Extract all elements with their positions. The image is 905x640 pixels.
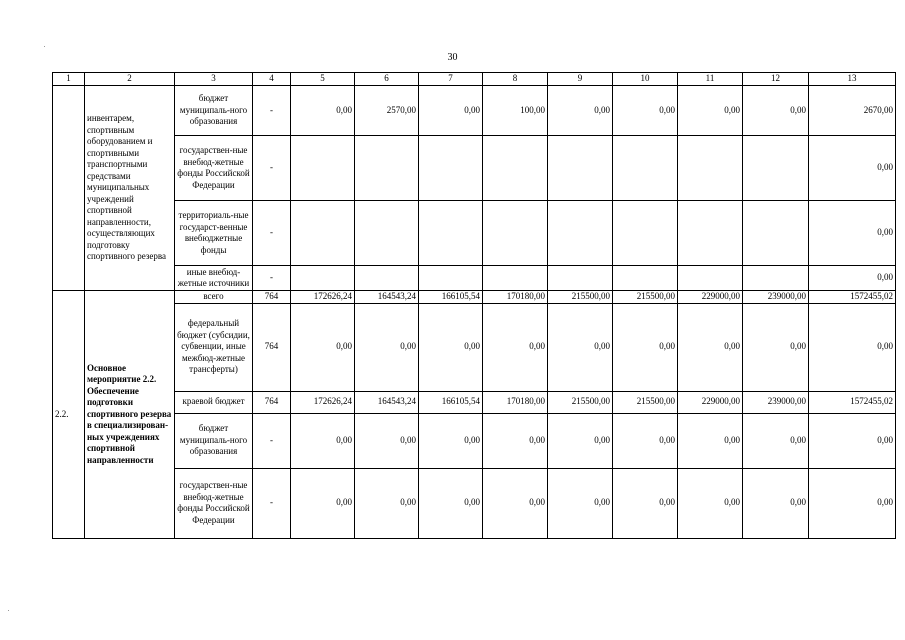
amount-cell: 215500,00 xyxy=(613,291,678,304)
amount-cell: 229000,00 xyxy=(678,391,743,413)
amount-cell: 0,00 xyxy=(355,468,419,538)
amount-cell: 0,00 xyxy=(548,303,613,391)
amount-cell: 2570,00 xyxy=(355,86,419,136)
column-header: 9 xyxy=(548,73,613,86)
table-row xyxy=(53,413,896,468)
funding-source: краевой бюджет xyxy=(175,391,253,413)
column-header: 6 xyxy=(355,73,419,86)
amount-cell: 0,00 xyxy=(483,303,548,391)
budget-code: - xyxy=(253,266,291,291)
amount-cell xyxy=(291,201,355,266)
amount-cell xyxy=(743,201,809,266)
column-header: 4 xyxy=(253,73,291,86)
amount-cell xyxy=(743,266,809,291)
amount-cell: 172626,24 xyxy=(291,391,355,413)
amount-cell: 0,00 xyxy=(419,413,483,468)
amount-cell: 215500,00 xyxy=(548,291,613,304)
amount-cell: 0,00 xyxy=(291,468,355,538)
table-row xyxy=(53,291,896,304)
page-number: 30 xyxy=(447,52,458,63)
amount-cell: 170180,00 xyxy=(483,291,548,304)
amount-cell: 0,00 xyxy=(419,303,483,391)
amount-cell: 0,00 xyxy=(743,413,809,468)
amount-cell: 0,00 xyxy=(613,468,678,538)
column-header: 3 xyxy=(175,73,253,86)
amount-cell xyxy=(613,266,678,291)
amount-cell: 0,00 xyxy=(291,86,355,136)
column-header: 8 xyxy=(483,73,548,86)
funding-source: всего xyxy=(175,291,253,304)
amount-cell xyxy=(419,136,483,201)
funding-source: бюджет муниципаль-ного образования xyxy=(175,86,253,136)
table-row xyxy=(53,468,896,538)
amount-cell: 1572455,02 xyxy=(809,291,896,304)
amount-cell: 172626,24 xyxy=(291,291,355,304)
amount-cell: 239000,00 xyxy=(743,391,809,413)
amount-cell: 0,00 xyxy=(809,266,896,291)
amount-cell: 0,00 xyxy=(678,468,743,538)
amount-cell: 0,00 xyxy=(355,303,419,391)
amount-cell: 0,00 xyxy=(809,303,896,391)
row-number-cell xyxy=(53,86,85,291)
amount-cell: 170180,00 xyxy=(483,391,548,413)
amount-cell: 0,00 xyxy=(613,86,678,136)
row-number: 2.2. xyxy=(53,291,85,539)
funding-source: государствен-ные внебюд-жетные фонды Российской Федерации xyxy=(175,468,253,538)
funding-source: федеральный бюджет (субсидии, субвенции, иные межбюд-жетные трансферты) xyxy=(175,303,253,391)
amount-cell: 239000,00 xyxy=(743,291,809,304)
table-row xyxy=(53,391,896,413)
table-row xyxy=(53,136,896,201)
column-header: 13 xyxy=(809,73,896,86)
funding-source: иные внебюд-жетные источники xyxy=(175,266,253,291)
column-header: 5 xyxy=(291,73,355,86)
amount-cell: 2670,00 xyxy=(809,86,896,136)
amount-cell: 229000,00 xyxy=(678,291,743,304)
amount-cell: 0,00 xyxy=(548,468,613,538)
budget-code: - xyxy=(253,136,291,201)
column-header: 10 xyxy=(613,73,678,86)
header-row xyxy=(53,73,896,86)
amount-cell xyxy=(291,266,355,291)
budget-code: 764 xyxy=(253,303,291,391)
scan-speck xyxy=(8,610,9,611)
amount-cell: 0,00 xyxy=(613,303,678,391)
budget-code: - xyxy=(253,86,291,136)
amount-cell: 0,00 xyxy=(809,413,896,468)
column-header: 11 xyxy=(678,73,743,86)
funding-source: бюджет муниципаль-ного образования xyxy=(175,413,253,468)
amount-cell: 0,00 xyxy=(809,468,896,538)
amount-cell: 215500,00 xyxy=(613,391,678,413)
amount-cell: 164543,24 xyxy=(355,291,419,304)
amount-cell: 0,00 xyxy=(548,413,613,468)
table-row xyxy=(53,86,896,136)
funding-source: территориаль-ные государст-венные внебюджетные фонды xyxy=(175,201,253,266)
amount-cell xyxy=(548,201,613,266)
amount-cell: 0,00 xyxy=(743,303,809,391)
table-row xyxy=(53,201,896,266)
amount-cell: 0,00 xyxy=(483,468,548,538)
column-header: 12 xyxy=(743,73,809,86)
budget-code: - xyxy=(253,413,291,468)
amount-cell: 0,00 xyxy=(678,413,743,468)
column-header: 7 xyxy=(419,73,483,86)
table-row xyxy=(53,303,896,391)
amount-cell xyxy=(613,201,678,266)
amount-cell xyxy=(613,136,678,201)
amount-cell xyxy=(678,201,743,266)
amount-cell: 100,00 xyxy=(483,86,548,136)
amount-cell xyxy=(355,201,419,266)
amount-cell: 215500,00 xyxy=(548,391,613,413)
amount-cell xyxy=(483,136,548,201)
amount-cell xyxy=(291,136,355,201)
amount-cell: 0,00 xyxy=(809,201,896,266)
amount-cell: 0,00 xyxy=(613,413,678,468)
amount-cell: 0,00 xyxy=(419,86,483,136)
amount-cell: 0,00 xyxy=(743,86,809,136)
column-header: 1 xyxy=(53,73,85,86)
column-header: 2 xyxy=(85,73,175,86)
amount-cell: 0,00 xyxy=(419,468,483,538)
amount-cell xyxy=(355,136,419,201)
amount-cell xyxy=(743,136,809,201)
funding-source: государствен-ные внебюд-жетные фонды Российской Федерации xyxy=(175,136,253,201)
amount-cell: 1572455,02 xyxy=(809,391,896,413)
amount-cell xyxy=(483,201,548,266)
budget-code: - xyxy=(253,468,291,538)
amount-cell: 0,00 xyxy=(483,413,548,468)
amount-cell xyxy=(678,266,743,291)
amount-cell: 0,00 xyxy=(291,413,355,468)
amount-cell: 0,00 xyxy=(809,136,896,201)
amount-cell: 0,00 xyxy=(743,468,809,538)
amount-cell xyxy=(548,136,613,201)
activity-description: Основное мероприятие 2.2. Обеспечение подготовки спортивного резерва в специализирован-ных учреждениях спортивной направленности xyxy=(85,291,175,539)
amount-cell: 0,00 xyxy=(678,86,743,136)
amount-cell: 0,00 xyxy=(548,86,613,136)
budget-code: 764 xyxy=(253,291,291,304)
amount-cell: 0,00 xyxy=(291,303,355,391)
amount-cell xyxy=(419,266,483,291)
amount-cell xyxy=(678,136,743,201)
budget-table xyxy=(52,72,896,539)
amount-cell xyxy=(548,266,613,291)
amount-cell: 0,00 xyxy=(355,413,419,468)
amount-cell: 166105,54 xyxy=(419,291,483,304)
amount-cell xyxy=(419,201,483,266)
amount-cell: 166105,54 xyxy=(419,391,483,413)
scan-speck xyxy=(44,46,45,47)
budget-code: 764 xyxy=(253,391,291,413)
amount-cell xyxy=(355,266,419,291)
amount-cell: 164543,24 xyxy=(355,391,419,413)
budget-code: - xyxy=(253,201,291,266)
activity-description: инвентарем, спортивным оборудованием и спортивными транспортными средствами муниципальных учреждений спортивной направленности, осуществляющих подготовку спортивного резерва xyxy=(85,86,175,291)
amount-cell: 0,00 xyxy=(678,303,743,391)
table-row xyxy=(53,266,896,291)
amount-cell xyxy=(483,266,548,291)
